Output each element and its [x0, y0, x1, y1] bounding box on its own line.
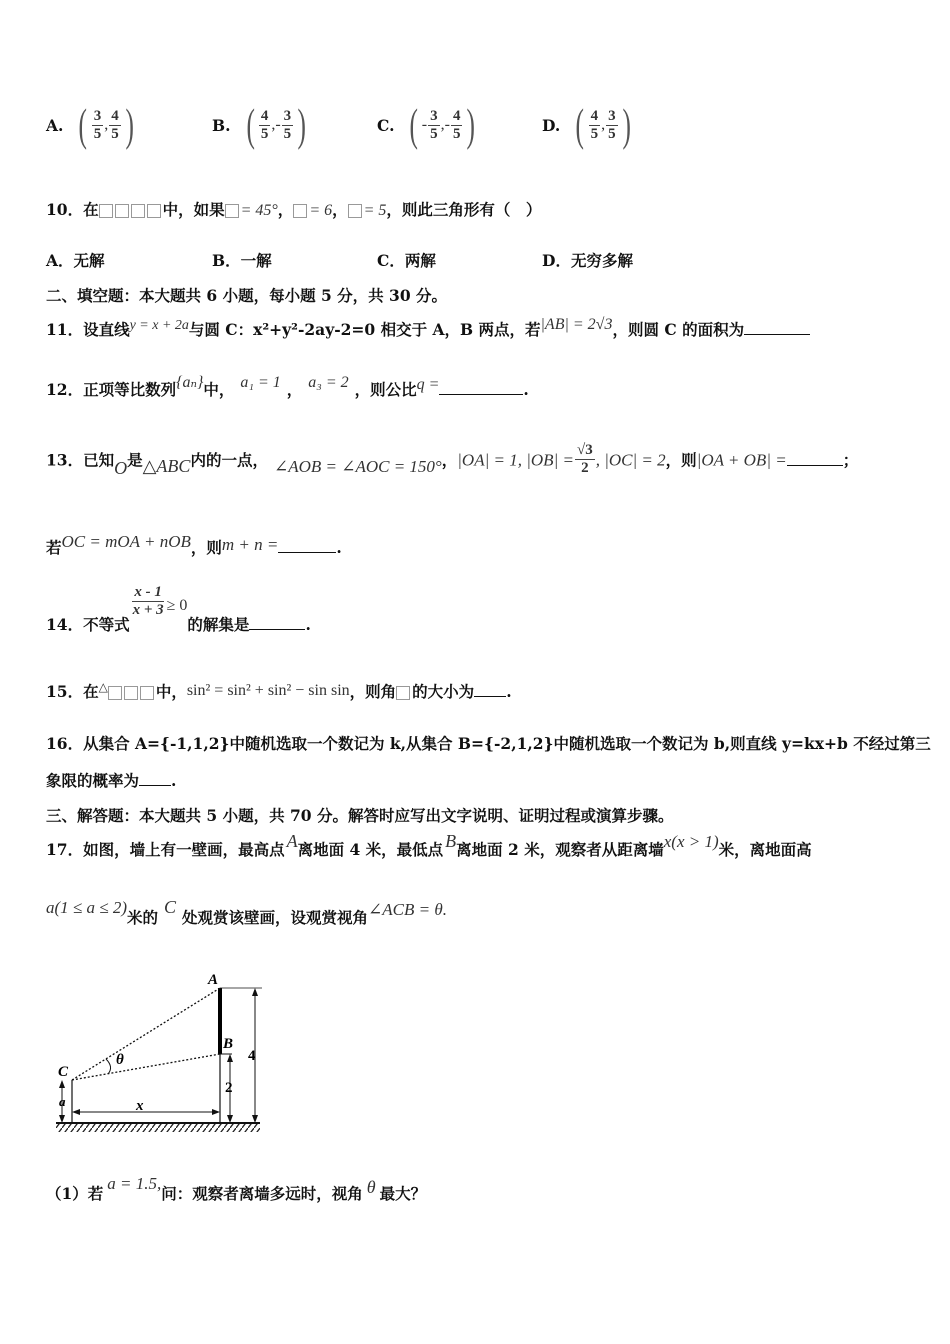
q17-line1: 17．如图，墙上有一壁画，最高点 A离地面 4 米，最低点 B离地面 2 米，观察者从距离墙x(x > 1)米，离地面高: [46, 831, 812, 859]
label-a-point: A: [208, 972, 219, 988]
theta-arc: [106, 1059, 111, 1074]
q9-option-a: A. ( $\frac{3}{5}$ , $\frac{4}{5}$ ): [46, 99, 134, 150]
wall-painting-figure: [50, 968, 270, 1138]
q16-line2: 象限的概率为 .: [46, 771, 177, 790]
q12: 12．正项等比数列{aₙ}中， a₁ = 1 ， a₃ = 2 ，则公比q = .: [46, 374, 529, 399]
q15: 15．在△ 中，sin² = sin² + sin² − sin sin，则角 的大小为 .: [46, 680, 512, 701]
q13: 13．已知O是△ABC内的一点， ∠AOB = ∠AOC = 150°，|OA| = 1, |OB| = $\frac{√3}{2}$ , |OC| = 2，则|OA + OB| = ；: [46, 442, 859, 478]
label-2: 2: [225, 1080, 233, 1096]
sight-line-cb: [72, 1054, 220, 1080]
label-x: x: [136, 1098, 144, 1114]
section-2-heading: 二、填空题：本大题共 6 小题，每小题 5 分，共 30 分。: [46, 286, 448, 305]
q9-options: [46, 99, 746, 152]
q9-option-b: B. ( $\frac{4}{5}$ , - $\frac{3}{5}$ ): [212, 99, 307, 150]
q9-option-d: D. ( $\frac{4}{5}$ , $\frac{3}{5}$ ): [542, 99, 631, 150]
sight-line-ca: [72, 988, 220, 1080]
ground-hatch: [56, 1124, 260, 1132]
label-4: 4: [248, 1048, 256, 1064]
q10-stem: 10．在 中，如果 = 45°， = 6， = 5，则此三角形有（ ）: [46, 200, 542, 219]
label-a-height: a: [59, 1094, 66, 1109]
q17-part1: （1）若a = 1.5,问：观察者离墙多远时，视角 θ 最大？: [46, 1174, 427, 1203]
q17-line2: a(1 ≤ a ≤ 2)米的C处观赏该壁画，设观赏视角∠ACB = θ.: [46, 897, 447, 927]
label-theta: θ: [116, 1052, 124, 1068]
q10-option-c: C．两解: [377, 251, 436, 270]
q13-part2: 若OC = mOA + nOB，则m + n = .: [46, 532, 342, 557]
label-c-point: C: [58, 1064, 69, 1080]
q10-option-d: D．无穷多解: [542, 251, 633, 270]
label-b-point: B: [223, 1036, 234, 1052]
q10-option-b: B．一解: [212, 251, 272, 270]
q16-line1: 16．从集合 A={-1,1,2}中随机选取一个数记为 k,从集合 B={-2,1,2}中随机选取一个数记为 b,则直线 y=kx+b 不经过第三: [46, 734, 931, 753]
q11: 11．设直线y = x + 2a与圆 C：x²+y²-2ay-2=0 相交于 A，B 两点，若|AB| = 2√3，则圆 C 的面积为: [46, 318, 810, 340]
q9-option-c: C. ( - $\frac{3}{5}$ , - $\frac{4}{5}$ ): [377, 99, 476, 150]
section-3-heading: 三、解答题：本大题共 5 小题，共 70 分。解答时应写出文字说明、证明过程或演算步骤。: [46, 806, 674, 825]
q14: 14．不等式 $\frac{x - 1}{x + 3}$ ≥ 0的解集是 .: [46, 584, 311, 634]
q10-option-a: A．无解: [46, 251, 105, 270]
